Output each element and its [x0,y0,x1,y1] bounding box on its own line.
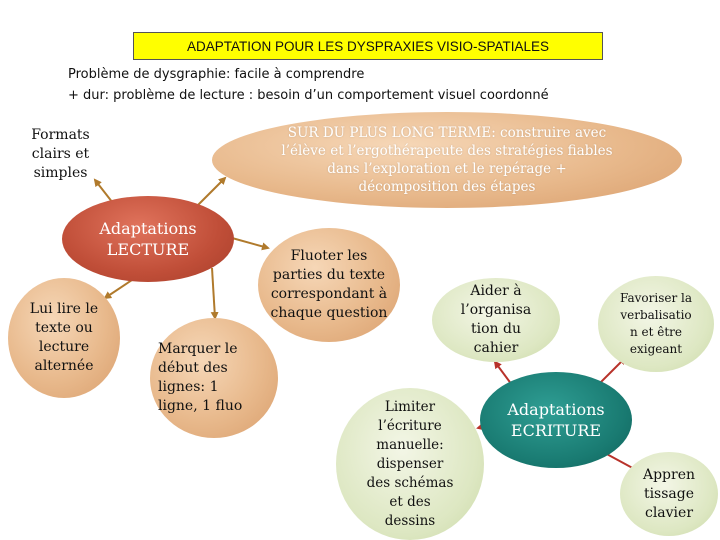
node-lui-lire-label: Lui lire le texte ou lecture alternée [29,301,99,374]
node-limiter [336,388,484,540]
node-lui-lire [8,278,120,398]
node-apprentissage [620,452,718,536]
node-formats [18,118,103,190]
node-formats-label: Formats clairs et simples [31,126,90,181]
node-adaptations-ecriture-label: Adaptations ECRITURE [507,400,605,440]
subtitle-line-2: + dur: problème de lecture : besoin d’un comportement visuel coordonné [68,88,549,103]
node-adaptations-lecture-label: Adaptations LECTURE [99,219,197,259]
subtitle-line-1: Problème de dysgraphie: facile à comprendre [68,67,365,82]
node-fluoter [258,228,400,342]
node-favoriser-label: Favoriser la verbalisatio n et être exigeant [619,291,693,356]
node-aider-label: Aider à l’organisa tion du cahier [460,283,532,356]
node-adaptations-lecture [62,196,234,282]
connector-lecture-fluoter [232,238,268,248]
node-favoriser [598,276,714,372]
connector-lecture-long-term [195,178,225,208]
node-marquer [150,318,278,438]
node-apprentissage-label: Appren tissage clavier [642,466,696,521]
node-limiter-label: Limiter l’écriture manuelle: dispenser des schémas et des dessins [366,398,454,529]
page-title: ADAPTATION POUR LES DYSPRAXIES VISIO-SPATIALES [133,32,603,60]
node-marquer-label: Marquer le début des lignes: 1 ligne, 1 fluo [158,341,243,414]
connector-lecture-marquer [212,268,215,318]
node-long-term-label: SUR DU PLUS LONG TERME: construire avec l’élève et l’ergothérapeute des stratégies fiables dans l’exploration et le repérage + décomposition des étapes [281,125,613,195]
node-fluoter-label: Fluoter les parties du texte correspondant à chaque question [270,248,388,321]
node-aider [432,278,560,362]
node-adaptations-ecriture [480,372,632,468]
node-long-term [212,112,682,208]
